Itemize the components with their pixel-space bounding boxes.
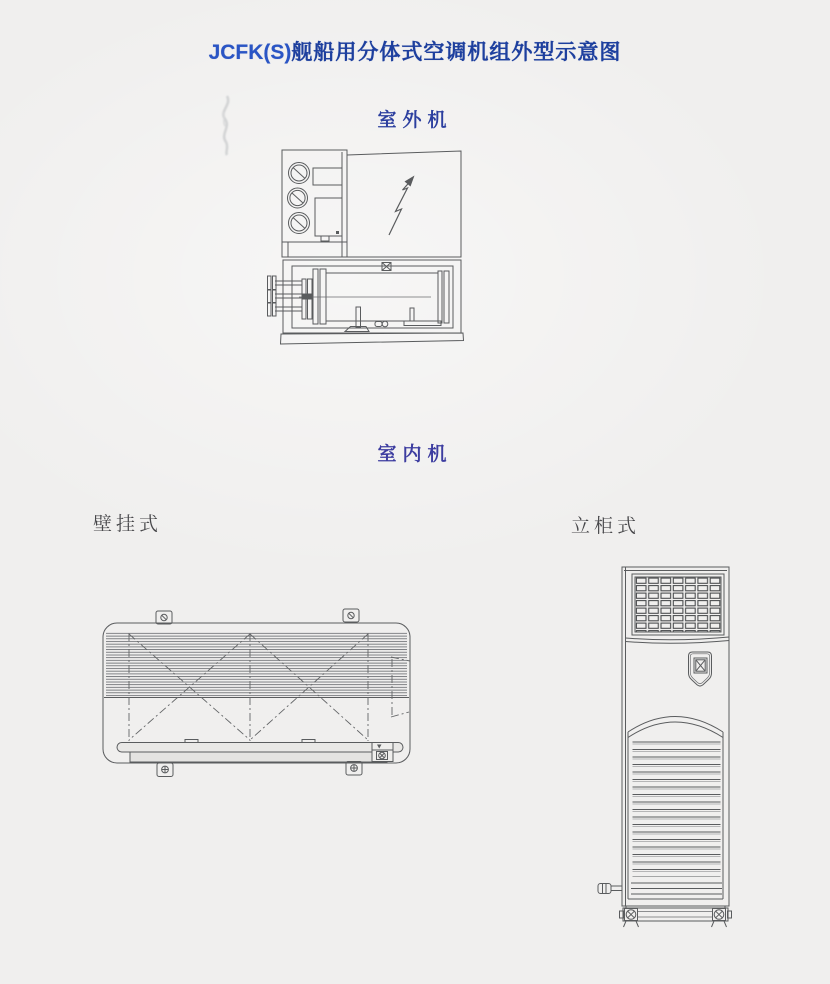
wall-mounted-label: 壁挂式 — [93, 514, 163, 535]
indoor-unit-label: 室内机 — [377, 444, 453, 465]
mounting-tab-icon — [157, 762, 362, 777]
lightning-bolt-icon — [389, 176, 415, 236]
mounting-tab-icon — [156, 609, 359, 624]
air-outlet-flap — [117, 740, 403, 763]
outdoor-unit-label: 室外机 — [377, 110, 453, 131]
pressure-gauge-icon — [288, 163, 310, 234]
front-louver-panel — [628, 717, 723, 900]
control-panel-icon — [689, 652, 712, 686]
model-code: JCFK(S) — [208, 41, 292, 64]
connection-box — [372, 743, 393, 762]
condenser-section — [268, 260, 464, 344]
floor-standing-label: 立柜式 — [571, 516, 641, 537]
title-text: 舰船用分体式空调机组外型示意图 — [291, 41, 622, 64]
wall-mounted-unit-figure — [95, 600, 435, 790]
floor-standing-unit-figure — [595, 555, 765, 935]
base-frame — [620, 906, 732, 927]
outdoor-unit-figure — [255, 135, 505, 350]
electric-box-section — [347, 151, 461, 257]
air-intake-louvers — [106, 632, 407, 697]
page-title — [0, 36, 830, 66]
pipe-valve-icon — [598, 884, 622, 894]
air-discharge-grille — [632, 574, 724, 635]
panel-seam — [626, 637, 730, 640]
